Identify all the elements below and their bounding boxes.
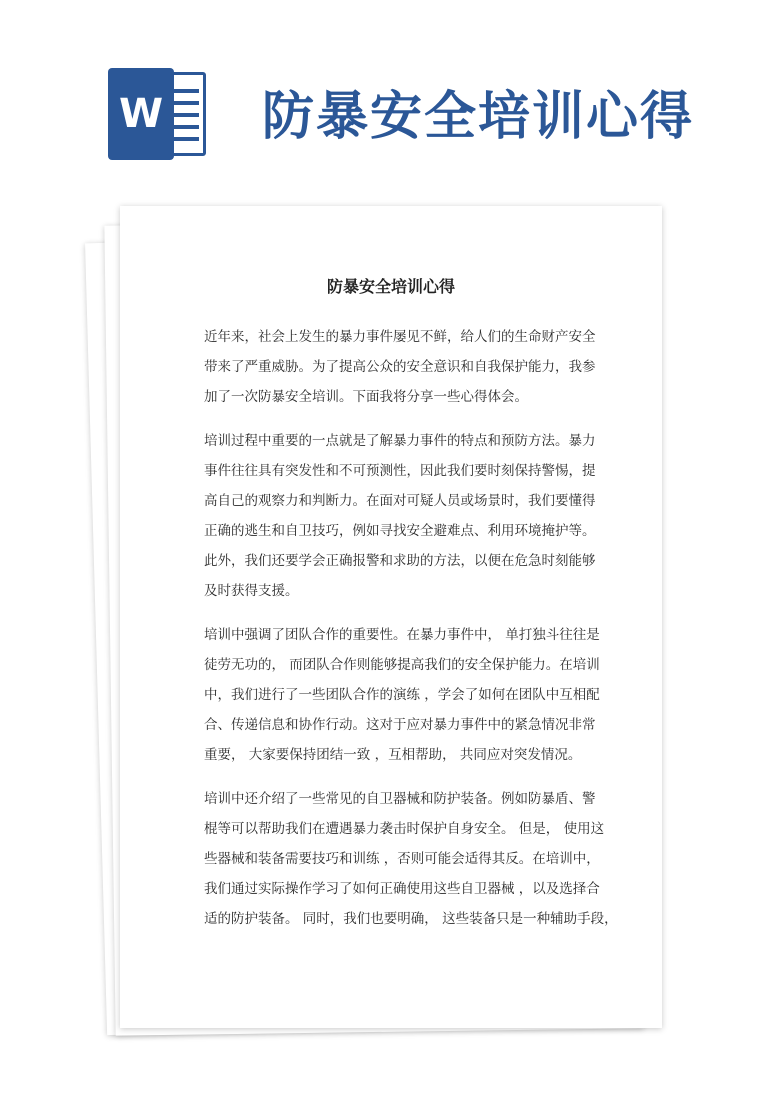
paragraph-line: 些器械和装备需要技巧和训练 ，否则可能会适得其反。在培训中， <box>204 851 600 867</box>
paragraph-line: 合、传递信息和协作行动。这对于应对暴力事件中的紧急情况非常 <box>204 717 596 733</box>
paragraph-line: 我们通过实际操作学习了如何正确使用这些自卫器械 ，以及选择合 <box>204 881 600 897</box>
paragraph-line: 培训中还介绍了一些常见的自卫器械和防护装备。例如防暴盾、警 <box>204 791 596 807</box>
paragraph-line: 事件往往具有突发性和不可预测性，因此我们要时刻保持警惕，提 <box>204 463 596 479</box>
paragraph-line: 此外，我们还要学会正确报警和求助的方法，以便在危急时刻能够 <box>204 553 596 569</box>
paragraph-line: 培训中强调了团队合作的重要性。在暴力事件中， 单打独斗往往是 <box>204 627 600 643</box>
page-header <box>0 0 780 200</box>
paragraph-line: 带来了严重威胁。为了提高公众的安全意识和自我保护能力，我参 <box>204 359 596 375</box>
page-title: 防暴安全培训心得 <box>262 86 695 147</box>
document-title: 防暴安全培训心得 <box>326 277 455 296</box>
paragraph-line: 加了一次防暴安全培训。下面我将分享一些心得体会。 <box>204 389 528 405</box>
document-paragraph <box>204 426 612 606</box>
document-page <box>120 206 662 1028</box>
paragraph-line: 正确的逃生和自卫技巧，例如寻找安全避难点、利用环境掩护等。 <box>204 523 596 539</box>
paragraph-line: 中，我们进行了一些团队合作的演练 ，学会了如何在团队中互相配 <box>204 687 600 703</box>
paragraph-line: 培训过程中重要的一点就是了解暴力事件的特点和预防方法。暴力 <box>204 433 596 449</box>
paragraph-line: 近年来，社会上发生的暴力事件屡见不鲜，给人们的生命财产安全 <box>204 329 596 345</box>
paragraph-line: 棍等可以帮助我们在遭遇暴力袭击时保护自身安全。 但是， 使用这 <box>204 821 605 837</box>
paragraph-line: 及时获得支援。 <box>204 583 299 599</box>
document-body <box>204 322 618 948</box>
paragraph-line: 高自己的观察力和判断力。在面对可疑人员或场景时，我们要懂得 <box>204 493 596 509</box>
paragraph-line: 徒劳无功的， 而团队合作则能够提高我们的安全保护能力。在培训 <box>204 657 600 673</box>
document-paragraph <box>204 620 612 770</box>
word-icon-letter: W <box>108 68 174 160</box>
paragraph-line: 重要， 大家要保持团结一致 ，互相帮助， 共同应对突发情况。 <box>204 747 582 763</box>
document-paragraph <box>204 322 612 412</box>
paragraph-line: 适的防护装备。 同时，我们也要明确， 这些装备只是一种辅助手段， <box>204 911 618 927</box>
word-document-icon <box>108 68 206 160</box>
document-paragraph <box>204 784 618 934</box>
